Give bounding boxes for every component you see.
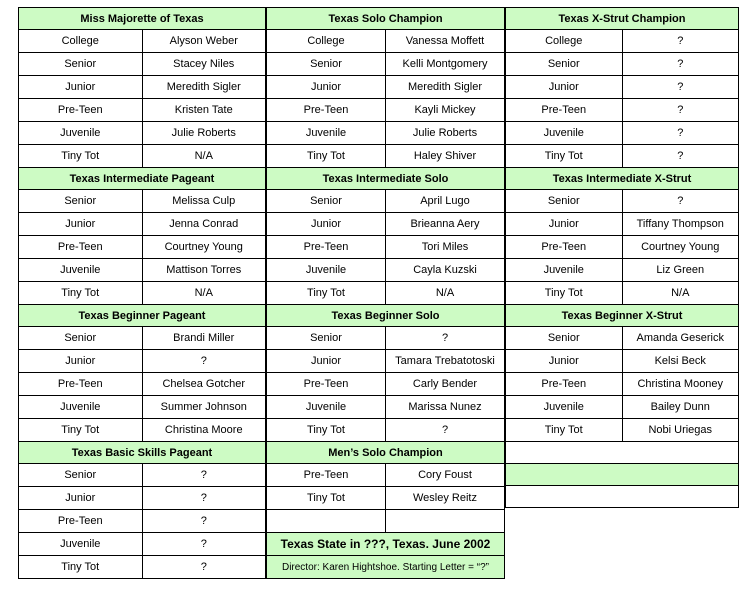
division-label: Pre-Teen (506, 373, 623, 396)
column-right (505, 7, 739, 508)
division-label: Pre-Teen (19, 510, 143, 533)
division-label (267, 510, 386, 533)
table-row (267, 464, 505, 487)
winner-name: ? (622, 145, 739, 168)
division-label: Tiny Tot (506, 419, 623, 442)
division-label: Pre-Teen (506, 236, 623, 259)
winner-name: Mattison Torres (142, 259, 266, 282)
winner-name: N/A (142, 282, 266, 305)
results-table (505, 7, 739, 508)
table-row (19, 556, 266, 579)
section-title-texas-beginner-x-strut: Texas Beginner X-Strut (506, 305, 739, 327)
winner-name: ? (622, 122, 739, 145)
table-row (19, 327, 266, 350)
winner-name: Alyson Weber (142, 30, 266, 53)
winner-name: ? (622, 190, 739, 213)
winner-name: Haley Shiver (386, 145, 505, 168)
table-row (19, 487, 266, 510)
table-row (506, 53, 739, 76)
table-row (267, 122, 505, 145)
table-row (19, 282, 266, 305)
table-row (267, 30, 505, 53)
winner-name: Cory Foust (386, 464, 505, 487)
winner-name: ? (142, 556, 266, 579)
division-label: Tiny Tot (19, 419, 143, 442)
division-label: Senior (19, 53, 143, 76)
results-table (18, 7, 266, 579)
division-label: Pre-Teen (267, 373, 386, 396)
division-label: Tiny Tot (267, 487, 386, 510)
table-row (19, 510, 266, 533)
column-left (18, 7, 266, 579)
winner-name: Kelli Montgomery (386, 53, 505, 76)
table-row (19, 122, 266, 145)
winner-name: Bailey Dunn (622, 396, 739, 419)
table-row (267, 76, 505, 99)
division-label: Pre-Teen (19, 99, 143, 122)
division-label: Pre-Teen (267, 236, 386, 259)
winner-name: Tori Miles (386, 236, 505, 259)
table-row (19, 259, 266, 282)
table-row (267, 419, 505, 442)
table-row (506, 373, 739, 396)
table-row (267, 145, 505, 168)
table-row (506, 145, 739, 168)
winner-name: Tamara Trebatotoski (386, 350, 505, 373)
table-row (267, 487, 505, 510)
division-label: Junior (19, 213, 143, 236)
table-row (267, 510, 505, 533)
table-row (267, 259, 505, 282)
winner-name: N/A (142, 145, 266, 168)
winner-name: Christina Mooney (622, 373, 739, 396)
division-label: Senior (19, 327, 143, 350)
winner-name: Cayla Kuzski (386, 259, 505, 282)
table-row (267, 213, 505, 236)
winner-name: Meredith Sigler (386, 76, 505, 99)
division-label: Juvenile (506, 396, 623, 419)
table-row (506, 76, 739, 99)
division-label: Tiny Tot (267, 145, 386, 168)
table-row (267, 236, 505, 259)
winner-name: Christina Moore (142, 419, 266, 442)
results-table (266, 7, 505, 579)
table-row (267, 327, 505, 350)
winner-name: Meredith Sigler (142, 76, 266, 99)
table-row (19, 396, 266, 419)
winner-name: Marissa Nunez (386, 396, 505, 419)
table-row (506, 396, 739, 419)
winner-name: ? (622, 99, 739, 122)
division-label: Junior (267, 213, 386, 236)
winner-name: Liz Green (622, 259, 739, 282)
division-label: Junior (506, 213, 623, 236)
division-label: Senior (506, 190, 623, 213)
event-title: Texas State in ???, Texas. June 2002 (267, 533, 505, 556)
winner-name: Julie Roberts (386, 122, 505, 145)
table-row (267, 190, 505, 213)
table-row (506, 122, 739, 145)
winner-name: Melissa Culp (142, 190, 266, 213)
table-row (19, 419, 266, 442)
winner-name: Amanda Geserick (622, 327, 739, 350)
division-label: Juvenile (267, 122, 386, 145)
winner-name: ? (142, 533, 266, 556)
division-label: Tiny Tot (267, 282, 386, 305)
division-label: Senior (267, 53, 386, 76)
winner-name: ? (622, 30, 739, 53)
table-row (19, 190, 266, 213)
winner-name: ? (142, 350, 266, 373)
division-label: Junior (506, 350, 623, 373)
division-label: Juvenile (267, 396, 386, 419)
division-label: Junior (267, 350, 386, 373)
blank-cell (506, 464, 739, 486)
division-label: Senior (19, 464, 143, 487)
winner-name: N/A (622, 282, 739, 305)
section-title-men-s-solo-champion: Men’s Solo Champion (267, 442, 505, 464)
section-title-texas-x-strut-champion: Texas X-Strut Champion (506, 8, 739, 30)
table-row (506, 259, 739, 282)
division-label: Senior (506, 53, 623, 76)
winner-name: Courtney Young (142, 236, 266, 259)
director-note: Director: Karen Hightshoe. Starting Letter = “?” (267, 556, 505, 579)
table-row (19, 145, 266, 168)
table-row (506, 419, 739, 442)
division-label: College (19, 30, 143, 53)
division-label: Tiny Tot (267, 419, 386, 442)
division-label: Pre-Teen (19, 236, 143, 259)
winner-name: Kelsi Beck (622, 350, 739, 373)
division-label: Juvenile (506, 259, 623, 282)
division-label: Juvenile (19, 259, 143, 282)
winner-name: ? (622, 76, 739, 99)
division-label: Tiny Tot (506, 282, 623, 305)
winner-name: Stacey Niles (142, 53, 266, 76)
table-row (267, 99, 505, 122)
division-label: Pre-Teen (506, 99, 623, 122)
section-title-texas-beginner-pageant: Texas Beginner Pageant (19, 305, 266, 327)
section-title-texas-beginner-solo: Texas Beginner Solo (267, 305, 505, 327)
table-row (506, 282, 739, 305)
division-label: Junior (19, 350, 143, 373)
division-label: Juvenile (19, 396, 143, 419)
table-row (506, 350, 739, 373)
table-row (19, 53, 266, 76)
winner-name: ? (142, 464, 266, 487)
division-label: Tiny Tot (19, 556, 143, 579)
division-label: Senior (19, 190, 143, 213)
winner-name: Chelsea Gotcher (142, 373, 266, 396)
blank-cell (506, 486, 739, 508)
division-label: Tiny Tot (19, 282, 143, 305)
table-row (19, 30, 266, 53)
table-row (267, 350, 505, 373)
table-row (19, 350, 266, 373)
winner-name: Kristen Tate (142, 99, 266, 122)
division-label: Pre-Teen (267, 464, 386, 487)
winner-name: Summer Johnson (142, 396, 266, 419)
section-title-texas-solo-champion: Texas Solo Champion (267, 8, 505, 30)
winner-name: Vanessa Moffett (386, 30, 505, 53)
winner-name: Kayli Mickey (386, 99, 505, 122)
blank-cell (506, 442, 739, 464)
winner-name: ? (142, 487, 266, 510)
division-label: Pre-Teen (19, 373, 143, 396)
table-row (267, 396, 505, 419)
section-title-texas-intermediate-solo: Texas Intermediate Solo (267, 168, 505, 190)
division-label: Juvenile (506, 122, 623, 145)
column-middle (266, 7, 505, 579)
winner-name: ? (622, 53, 739, 76)
table-row (19, 76, 266, 99)
winner-name: ? (386, 419, 505, 442)
table-row (19, 213, 266, 236)
division-label: Senior (267, 327, 386, 350)
table-row (506, 99, 739, 122)
division-label: Tiny Tot (506, 145, 623, 168)
division-label: Juvenile (267, 259, 386, 282)
winner-name: Nobi Uriegas (622, 419, 739, 442)
division-label: College (506, 30, 623, 53)
winner-name: ? (386, 327, 505, 350)
division-label: College (267, 30, 386, 53)
division-label: Juvenile (19, 122, 143, 145)
table-row (506, 30, 739, 53)
winner-name: Tiffany Thompson (622, 213, 739, 236)
table-row (506, 213, 739, 236)
division-label: Pre-Teen (267, 99, 386, 122)
table-row (267, 53, 505, 76)
table-row (506, 190, 739, 213)
table-row (19, 99, 266, 122)
division-label: Junior (19, 76, 143, 99)
division-label: Tiny Tot (19, 145, 143, 168)
winner-name: Jenna Conrad (142, 213, 266, 236)
winner-name: N/A (386, 282, 505, 305)
table-row (19, 533, 266, 556)
winner-name: Wesley Reitz (386, 487, 505, 510)
division-label: Senior (267, 190, 386, 213)
division-label: Senior (506, 327, 623, 350)
division-label: Junior (19, 487, 143, 510)
table-row (506, 236, 739, 259)
table-row (19, 464, 266, 487)
winner-name: Courtney Young (622, 236, 739, 259)
table-row (19, 236, 266, 259)
division-label: Junior (506, 76, 623, 99)
winner-name: Carly Bender (386, 373, 505, 396)
section-title-texas-basic-skills-pageant: Texas Basic Skills Pageant (19, 442, 266, 464)
division-label: Junior (267, 76, 386, 99)
table-row (267, 373, 505, 396)
winner-name: Julie Roberts (142, 122, 266, 145)
winner-name (386, 510, 505, 533)
winner-name: ? (142, 510, 266, 533)
winner-name: Brieanna Aery (386, 213, 505, 236)
section-title-miss-majorette-of-texas: Miss Majorette of Texas (19, 8, 266, 30)
table-row (506, 327, 739, 350)
table-row (19, 373, 266, 396)
section-title-texas-intermediate-x-strut: Texas Intermediate X-Strut (506, 168, 739, 190)
table-row (267, 282, 505, 305)
section-title-texas-intermediate-pageant: Texas Intermediate Pageant (19, 168, 266, 190)
winner-name: April Lugo (386, 190, 505, 213)
winner-name: Brandi Miller (142, 327, 266, 350)
division-label: Juvenile (19, 533, 143, 556)
